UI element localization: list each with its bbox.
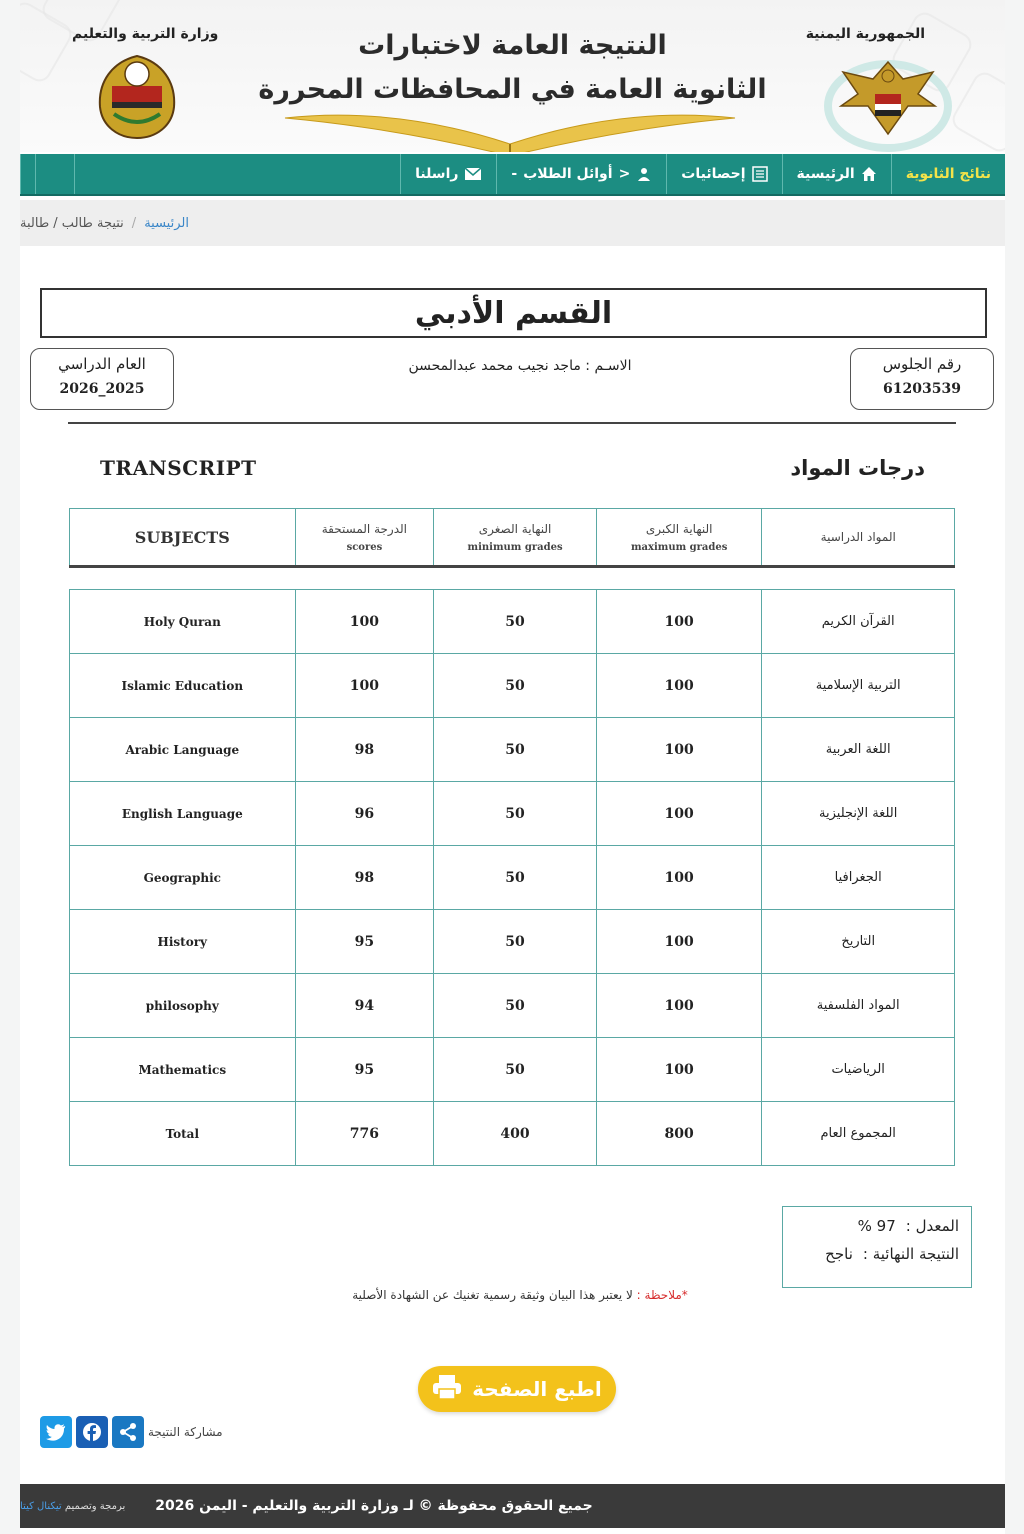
academic-year-label: العام الدراسي	[58, 355, 146, 373]
header-subjects-ar: المواد الدراسية	[762, 509, 955, 567]
min-grade-cell: 50	[434, 910, 597, 974]
print-label: اطبع الصفحة	[472, 1377, 602, 1401]
breadcrumb-home-link[interactable]: الرئيسية	[144, 215, 189, 231]
max-grade-cell: 100	[596, 974, 762, 1038]
open-book-icon	[275, 104, 745, 152]
table-row	[70, 654, 955, 718]
min-grade-cell: 50	[434, 654, 597, 718]
min-grade-cell: 50	[434, 974, 597, 1038]
facebook-icon	[82, 1422, 102, 1442]
table-row	[70, 1102, 955, 1166]
score-cell: 100	[295, 590, 434, 654]
twitter-share-button[interactable]	[40, 1416, 72, 1448]
table-row	[70, 590, 955, 654]
divider	[68, 422, 956, 424]
subject-ar-cell: التاريخ	[762, 910, 955, 974]
nav-item-secondary-results[interactable]: نتائج الثانوية	[891, 154, 1005, 194]
share-label: مشاركة النتيجة	[148, 1425, 223, 1439]
subject-en-cell: Total	[70, 1102, 296, 1166]
home-icon	[861, 166, 877, 182]
subject-en-cell: Geographic	[70, 846, 296, 910]
subject-ar-cell: المواد الفلسفية	[762, 974, 955, 1038]
transcript-title-ar: درجات المواد	[790, 456, 925, 480]
seat-number-label: رقم الجلوس	[882, 355, 962, 373]
nav-item-contact[interactable]: راسلنا	[400, 154, 496, 194]
subject-ar-cell: الجغرافيا	[762, 846, 955, 910]
final-result-label: النتيجة النهائية :	[862, 1245, 959, 1263]
site-header	[20, 0, 1005, 152]
grades-table	[69, 589, 955, 1166]
subject-ar-cell: اللغة الإنجليزية	[762, 782, 955, 846]
score-cell: 95	[295, 910, 434, 974]
max-grade-cell: 100	[596, 718, 762, 782]
subject-en-cell: Islamic Education	[70, 654, 296, 718]
nav-item-top-students[interactable]: < أوائل الطلاب -	[496, 154, 666, 194]
nav-spacer	[74, 154, 400, 194]
average-label: المعدل :	[905, 1217, 959, 1235]
max-grade-cell: 100	[596, 782, 762, 846]
min-grade-cell: 50	[434, 846, 597, 910]
disclaimer-note	[220, 1288, 820, 1302]
page-title-line2: الثانوية العامة في المحافظات المحررة	[258, 74, 767, 105]
min-grade-cell: 50	[434, 1038, 597, 1102]
header-max-grades: النهاية الكبرى maximum grades	[596, 509, 762, 567]
share-icon	[118, 1422, 138, 1442]
average-value: 97 %	[857, 1217, 896, 1235]
header-subjects-en: SUBJECTS	[70, 509, 296, 567]
print-page-button[interactable]	[418, 1366, 616, 1412]
subject-en-cell: Holy Quran	[70, 590, 296, 654]
main-nav	[20, 154, 1005, 196]
footer-copyright: جميع الحقوق محفوظة © لـ وزارة التربية والتعليم - اليمن 2026	[155, 1498, 593, 1514]
page-title-line1: النتيجة العامة لاختبارات	[358, 30, 667, 61]
score-cell: 98	[295, 718, 434, 782]
breadcrumb	[20, 200, 1005, 246]
max-grade-cell: 100	[596, 654, 762, 718]
transcript-title-en: TRANSCRIPT	[100, 456, 257, 480]
share-button[interactable]	[112, 1416, 144, 1448]
footer-developer: برمجة وتصميم تيكنال كيتا	[20, 1500, 126, 1512]
nav-divider	[20, 154, 35, 194]
site-footer	[20, 1484, 1005, 1528]
facebook-share-button[interactable]	[76, 1416, 108, 1448]
table-row	[70, 846, 955, 910]
table-row	[70, 782, 955, 846]
subject-ar-cell: التربية الإسلامية	[762, 654, 955, 718]
grades-table-header	[69, 508, 955, 568]
student-name: الاسـم : ماجد نجيب محمد عبدالمحسن	[408, 358, 632, 374]
min-grade-cell: 50	[434, 590, 597, 654]
section-title: القسم الأدبي	[40, 288, 987, 338]
nav-item-stats[interactable]: إحصائيات	[666, 154, 781, 194]
nav-divider	[35, 154, 74, 194]
page	[20, 0, 1005, 1534]
students-icon	[636, 166, 652, 182]
table-row	[70, 974, 955, 1038]
table-row	[70, 718, 955, 782]
max-grade-cell: 800	[596, 1102, 762, 1166]
note-prefix: *ملاحظة :	[636, 1288, 688, 1302]
republic-label: الجمهورية اليمنية	[805, 26, 925, 42]
min-grade-cell: 400	[434, 1102, 597, 1166]
seat-number-value: 61203539	[883, 381, 961, 397]
note-text: لا يعتبر هذا البيان وثيقة رسمية تغنيك عن الشهادة الأصلية	[352, 1288, 633, 1302]
academic-year-value: 2026_2025	[59, 381, 145, 397]
max-grade-cell: 100	[596, 910, 762, 974]
header-min-grades: النهاية الصغرى minimum grades	[434, 509, 597, 567]
twitter-icon	[46, 1423, 66, 1441]
subject-en-cell: Mathematics	[70, 1038, 296, 1102]
score-cell: 96	[295, 782, 434, 846]
score-cell: 100	[295, 654, 434, 718]
score-cell: 94	[295, 974, 434, 1038]
max-grade-cell: 100	[596, 1038, 762, 1102]
share-bar	[40, 1416, 225, 1448]
table-row	[70, 910, 955, 974]
nav-item-home[interactable]: الرئيسية	[782, 154, 891, 194]
table-row	[70, 1038, 955, 1102]
min-grade-cell: 50	[434, 718, 597, 782]
stats-icon	[752, 166, 768, 182]
subject-ar-cell: اللغة العربية	[762, 718, 955, 782]
result-summary	[782, 1206, 972, 1288]
subject-en-cell: philosophy	[70, 974, 296, 1038]
subject-en-cell: English Language	[70, 782, 296, 846]
final-result-value: ناجح	[825, 1245, 853, 1263]
max-grade-cell: 100	[596, 590, 762, 654]
score-cell: 95	[295, 1038, 434, 1102]
score-cell: 98	[295, 846, 434, 910]
seat-number-box	[850, 348, 994, 410]
min-grade-cell: 50	[434, 782, 597, 846]
developer-link[interactable]: تيكنال كيتا	[20, 1500, 62, 1512]
subject-en-cell: History	[70, 910, 296, 974]
subject-ar-cell: الرياضيات	[762, 1038, 955, 1102]
max-grade-cell: 100	[596, 846, 762, 910]
breadcrumb-current: نتيجة طالب / طالبة	[20, 215, 124, 231]
score-cell: 776	[295, 1102, 434, 1166]
printer-icon	[432, 1374, 462, 1405]
subject-ar-cell: القرآن الكريم	[762, 590, 955, 654]
subject-ar-cell: المجموع العام	[762, 1102, 955, 1166]
academic-year-box	[30, 348, 174, 410]
header-scores: الدرجة المستحقة scores	[295, 509, 434, 567]
mail-icon	[464, 167, 482, 181]
subject-en-cell: Arabic Language	[70, 718, 296, 782]
ministry-label: وزارة التربية والتعليم	[72, 26, 219, 42]
breadcrumb-separator: /	[131, 215, 137, 231]
